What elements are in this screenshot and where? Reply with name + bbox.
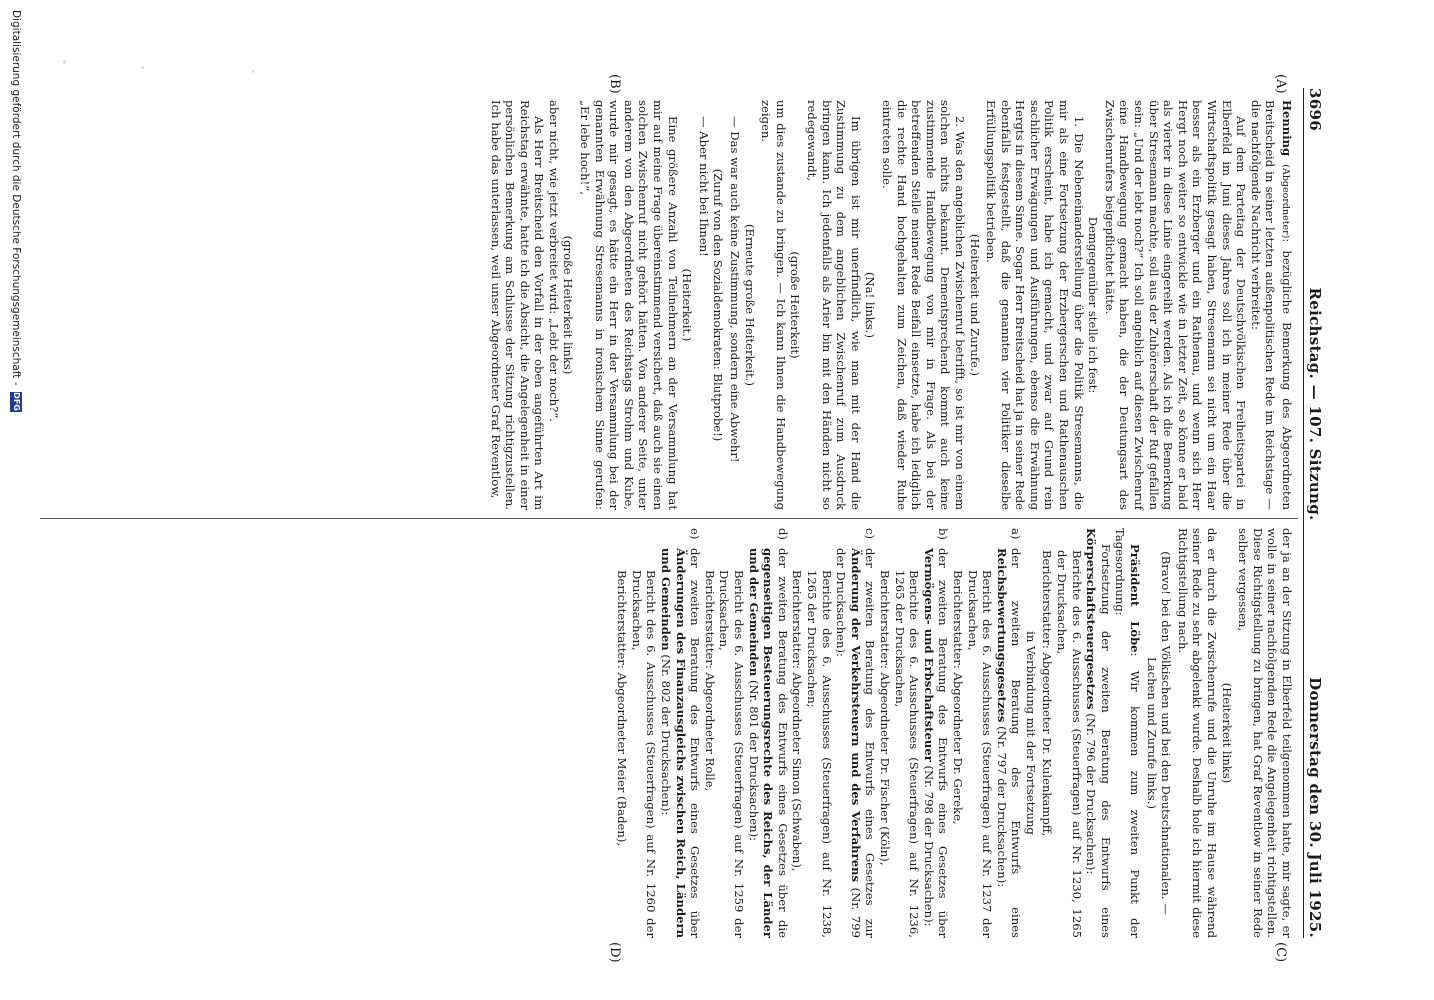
interjection: (Zuruf von den Sozialdemokraten: Blutprobe!)	[711, 168, 726, 442]
president-name: Präsident Löbe	[1128, 544, 1143, 653]
agenda-text: (Nr. 797 der Drucksachen):	[994, 722, 1009, 888]
agenda-item-e	[615, 528, 703, 938]
margin-letter-a: (A)	[1273, 74, 1288, 94]
column-divider	[40, 518, 1298, 519]
agenda-text: der zweiten Beratung des Entwurfs eines Gesetzes über	[688, 548, 703, 938]
agenda-text: der zweiten Beratung des Entwurfs eines	[1009, 548, 1024, 938]
paragraph: Demgegenüber stelle ich fest:	[1086, 216, 1101, 394]
agenda-item-label: e)	[688, 528, 703, 540]
paragraph: 1. Die Nebeneinanderstellung über die Politik Stresemanns, die mir als eine Fortsetzung der Erzbergerschen und Rathenauschen Politik erscheint, habe ich gemacht, und zwar auf Grund rein sachlicher Erwägungen und Ausführungen, ebenso die Erwähnung Hergts in diesem Sinne. Sogar Herr Breitscheid hat ja in seiner Rede ebenfalls festgestellt, daß die genannten vier Politiker dieselbe Erfüllungspolitik betrieben.	[984, 100, 1086, 510]
agenda-item-label: a)	[1009, 528, 1024, 540]
agenda-connection: in Verbindung mit der Fortsetzung	[1023, 631, 1038, 835]
agenda-text: Fortsetzung der zweiten Beratung des Entwurfs eines	[1098, 544, 1113, 938]
agenda-text: (Nr. 798 der Drucksachen):	[921, 761, 936, 927]
digitization-credit	[6, 10, 26, 990]
agenda-reporter: Berichterstatter: Abgeordneter Simon (Schwaben),	[790, 570, 805, 872]
agenda-item-c	[790, 528, 878, 938]
paragraph: Eine größere Anzahl von Teilnehmern an der Versammlung hat mir auf meine Frage übereinstimmend versichert, daß auch sie einen solchen Zwischenruf nicht gehört hätten. Von anderer Seite, unter anderem von den Abgeordneten des Reichstags Strohm und Kube, wurde mir gesagt, es hätte ein Herr in der Versammlung bei der genannten Erwähnung Stresemanns in ironischem Sinne gerufen: „Er lebe hoch!“,	[578, 100, 680, 510]
agenda-item-b	[877, 528, 950, 938]
agenda-item-title	[746, 548, 790, 938]
agenda-bold: Änderungen des Finanzausgleichs zwischen Reich, Ländern und Gemeinden	[659, 548, 688, 938]
agenda-item-label: d)	[775, 528, 790, 540]
paragraph: aber nicht, wie jetzt verbreitet wird: „Lebt der noch?“.	[546, 100, 561, 422]
paragraph: der ja an der Sitzung in Elberfeld teilgenommen hatte, mir sagte, er wolle in seiner nachfolgenden Rede die Angelegenheit richtigstellen. Diese Richtigstellung zu bringen, hat Graf Reventlow in seiner Rede selber vergessen,	[1236, 528, 1294, 938]
interjection: (Heiterkeit.)	[680, 268, 695, 342]
interjection: (Bravo! bei den Völkischen und bei den Deutschnationalen. — Lachen und Zurufe links.)	[1144, 551, 1174, 915]
agenda-item-label: c)	[863, 528, 878, 540]
page-number: 3696	[1306, 88, 1324, 131]
agenda-bold: Vermögens- und Erbschaftsteuer	[921, 548, 936, 762]
interjection: (große Heiterkeit)	[788, 251, 803, 359]
agenda-report: Bericht des 6. Ausschusses (Steuerfragen) auf Nr. 1237 der Drucksachen,	[965, 570, 995, 938]
interjection: (große Heiterkeit links)	[561, 235, 576, 375]
page-header-title: Reichstag. — 107. Sitzung.	[1306, 287, 1324, 521]
speaker-note: (Abgeordneter)	[1280, 164, 1291, 239]
page-header-date: Donnerstag den 30. Juli 1925.	[1306, 677, 1324, 938]
agenda-text: (Nr. 799 der Drucksachen):	[834, 548, 863, 938]
agenda-text: (Nr. 796 der Drucksachen):	[1084, 709, 1099, 875]
paragraph: da er durch die Zwischenrufe und die Unruhe im Hause während seiner Rede zu sehr abgelenkt wurde. Deshalb hole ich hiermit diese Richtigstellung nach.	[1175, 528, 1220, 938]
agenda-text: (Nr. 801 der Drucksachen):	[746, 676, 761, 842]
agenda-reporter: Berichterstatter: Abgeordneter Dr. Fischer (Köln),	[877, 570, 892, 866]
page-header	[1306, 88, 1336, 938]
agenda-report: Bericht des 6. Ausschusses (Steuerfragen) auf Nr. 1259 der Drucksachen,	[717, 570, 747, 938]
scan-speck	[63, 60, 66, 64]
agenda-bold: Körperschaftsteuergesetzes	[1084, 528, 1099, 710]
agenda-report: Berichte des 6. Ausschusses (Steuerfragen) auf Nr. 1230, 1265 der Drucksachen,	[1055, 550, 1084, 938]
agenda-item-title	[658, 548, 702, 938]
agenda-reporter: Berichterstatter: Abgeordneter Dr. Kulenkampff,	[1040, 550, 1055, 837]
paragraph: — Das war auch keine Zustimmung, sondern eine Abwehr!	[728, 116, 743, 463]
paragraph: Als Herr Breitscheid den Vorfall in der oben angeführten Art im Reichstag erwähnte, hatte ich die Absicht, die Angelegenheit in einer persönlichen Bemerkung am Schlusse der Sitzung richtigzustellen. Ich habe das unterlassen, weil unser Abgeordneter Graf Reventlow,	[488, 100, 547, 510]
agenda-item-title	[994, 548, 1023, 938]
interjection: (Na! links.)	[863, 272, 878, 338]
agenda-item-title	[834, 548, 878, 938]
paragraph: : bezügliche Bemerkung des Abgeordneten Breitscheid in seiner letzten außenpolitischen Rede im Reichstage — die nachfolgende Nachricht verbreitet:	[1248, 100, 1294, 510]
agenda-bold: Reichsbewertungsgesetzes	[994, 548, 1009, 723]
agenda-reporter: Berichterstatter: Abgeordneter Dr. Gereke,	[950, 570, 965, 825]
president-statement	[1113, 528, 1142, 938]
agenda-text: der zweiten Beratung des Entwurfs eines Gesetzes über	[936, 548, 951, 938]
interjection: (Heiterkeit links)	[1219, 682, 1234, 784]
margin-letter-d: (D)	[607, 942, 622, 963]
paragraph: 2. Was den angeblichen Zwischenruf betrifft, so ist mir von einem solchen nichts bekannt. Dementsprechend kommt auch keine zustimmende Handbewegung von mir in Frage. Als bei der betreffenden Stelle meiner Rede Beifall einsetzte, habe ich lediglich die rechte Hand hochgehalten zum Zeichen, daß wieder Ruhe eintreten solle.	[879, 100, 967, 510]
agenda-item-title	[921, 548, 950, 938]
speaker-name: Henning	[1280, 100, 1294, 157]
dfg-logo-icon: DFG	[12, 392, 21, 411]
agenda-report: Bericht des 6. Ausschusses (Steuerfragen) auf Nr. 1260 der Drucksachen,	[629, 570, 659, 938]
agenda-reporter: Berichterstatter: Abgeordneter Rolle,	[702, 570, 717, 792]
agenda-intro	[1084, 528, 1113, 938]
scan-speck	[141, 66, 144, 69]
agenda-text: der zweiten Beratung des Entwurfs eines Gesetzes über die	[775, 548, 790, 938]
agenda-text: (Nr. 802 der Drucksachen):	[659, 650, 674, 816]
paragraph: — Aber nicht bei Ihnen!	[696, 116, 711, 257]
agenda-bold: gegenseitigen Besteuerungsrechte des Reichs, der Länder und der Gemeinden	[746, 548, 776, 938]
credit-text: Digitalisierung gefördert durch die Deutsche Forschungsgemeinschaft -	[10, 10, 22, 386]
right-column	[615, 528, 1294, 938]
agenda-text: der zweiten Beratung des Entwurfs eines Gesetzes zur	[863, 548, 878, 938]
speech-opening	[1248, 100, 1294, 510]
scan-speck	[252, 70, 254, 73]
agenda-report: Berichte des 6. Ausschusses (Steuerfragen) auf Nr. 1236, 1265 der Drucksachen,	[892, 570, 922, 938]
paragraph: um dies zustande zu bringen. — Ich kann Ihnen die Handbewegung zeigen.	[759, 100, 788, 510]
paragraph: Auf dem Parteitag der Deutschvölkischen Freiheitspartei in Elberfeld im Juni dieses Jahres soll ich in meiner Rede über die Wirtschaftspolitik gesagt haben, Stresemann sei nicht um ein Haar besser als ein Erzberger und ein Rathenau, und wenn sich Herr Hergt noch weiter so entwickle wie in letzter Zeit, so könne er bald als vierter in diese Linie eingereiht werden. Als ich die Bemerkung über Stresemann machte, soll aus der Zuhörerschaft der Ruf gefallen sein: „Und der lebt noch?“ Ich soll angeblich auf diesen Zwischenruf eine Handbewegung gemacht haben, die der Deutungsart des Zwischenrufers beigepflichtet hätte.	[1102, 100, 1249, 510]
agenda-report: Berichte des 6. Ausschusses (Steuerfragen) auf Nr. 1238, 1265 der Drucksachen;	[805, 570, 834, 938]
agenda-reporter: Berichterstatter: Abgeordneter Meier (Baden),	[615, 570, 630, 847]
margin-letter-b: (B)	[607, 74, 622, 94]
agenda-item-a	[950, 528, 1023, 938]
agenda-item-d	[702, 528, 790, 938]
margin-letter-c: (C)	[1273, 942, 1288, 963]
left-column	[488, 100, 1294, 510]
paragraph: Im übrigen ist mir unerfindlich, wie man mit der Hand die Zustimmung zu dem angeblichen Zwischenruf zum Ausdruck bringen kann. Ich jedenfalls als Arier bin mit den Händen nicht so redegewandt,	[805, 100, 863, 510]
interjection: (Heiterkeit und Zurufe.)	[967, 233, 982, 377]
agenda-bold: Änderung der Verkehrsteuern und des Verfahrens	[848, 548, 863, 883]
agenda-item-label: b)	[936, 528, 951, 540]
header-rule	[1303, 88, 1304, 938]
president-text: : Wir kommen zum zweiten Punkt der Tagesordnung:	[1113, 528, 1143, 938]
interjection: (Erneute große Heiterkeit.)	[742, 224, 757, 386]
